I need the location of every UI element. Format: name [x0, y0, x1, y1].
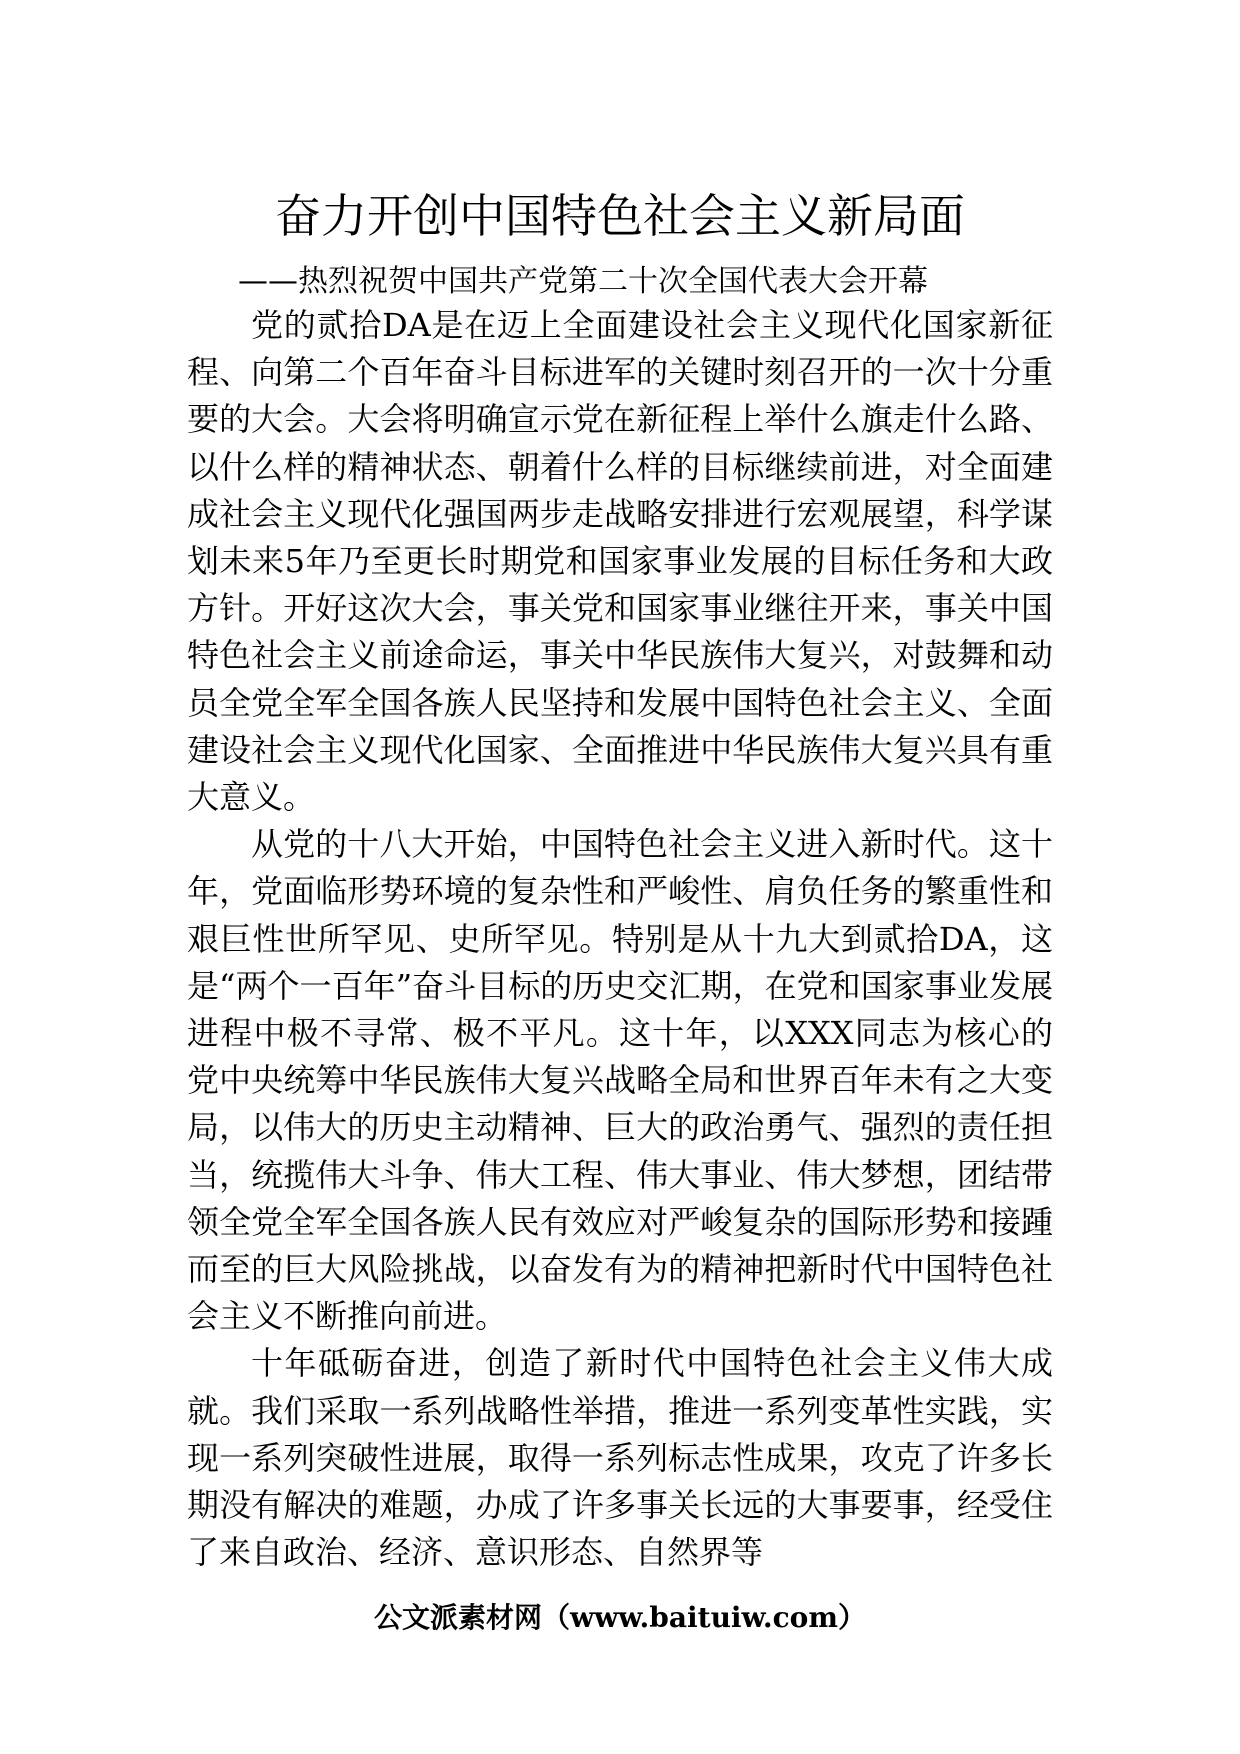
document-title: 奋力开创中国特色社会主义新局面	[275, 189, 965, 243]
document-subtitle: ——热烈祝贺中国共产党第二十次全国代表大会开幕	[238, 264, 928, 299]
body-paragraph: 党的贰拾DA是在迈上全面建设社会主义现代化国家新征程、向第二个百年奋斗目标进军的关键时刻召开的一次十分重要的大会。大会将明确宣示党在新征程上举什么旗走什么路、以什么样的精神状态、朝着什么样的目标继续前进，对全面建成社会主义现代化强国两步走战略安排进行宏观展望，科学谋划未来5年乃至更长时期党和国家事业发展的目标任务和大政方针。开好这次大会，事关党和国家事业继往开来，事关中国特色社会主义前途命运，事关中华民族伟大复兴，对鼓舞和动员全党全军全国各族人民坚持和发展中国特色社会主义、全面建设社会主义现代化国家、全面推进中华民族伟大复兴具有重大意义。	[187, 306, 1053, 817]
body-paragraph: 十年砥砺奋进，创造了新时代中国特色社会主义伟大成就。我们采取一系列战略性举措，推进一系列变革性实践，实现一系列突破性进展，取得一系列标志性成果，攻克了许多长期没有解决的难题，办成了许多事关长远的大事要事，经受住了来自政治、经济、意识形态、自然界等	[187, 1344, 1053, 1572]
document-body	[187, 302, 1053, 1576]
source-footer: 公文派素材网（www.baituiw.com）	[374, 1601, 866, 1634]
body-paragraph: 从党的十八大开始，中国特色社会主义进入新时代。这十年，党面临形势环境的复杂性和严峻性、肩负任务的繁重性和艰巨性世所罕见、史所罕见。特别是从十九大到贰拾DA，这是“两个一百年”奋斗目标的历史交汇期，在党和国家事业发展进程中极不寻常、极不平凡。这十年，以XXX同志为核心的党中央统筹中华民族伟大复兴战略全局和世界百年未有之大变局，以伟大的历史主动精神、巨大的政治勇气、强烈的责任担当，统揽伟大斗争、伟大工程、伟大事业、伟大梦想，团结带领全党全军全国各族人民有效应对严峻复杂的国际形势和接踵而至的巨大风险挑战，以奋发有为的精神把新时代中国特色社会主义不断推向前进。	[187, 825, 1053, 1336]
